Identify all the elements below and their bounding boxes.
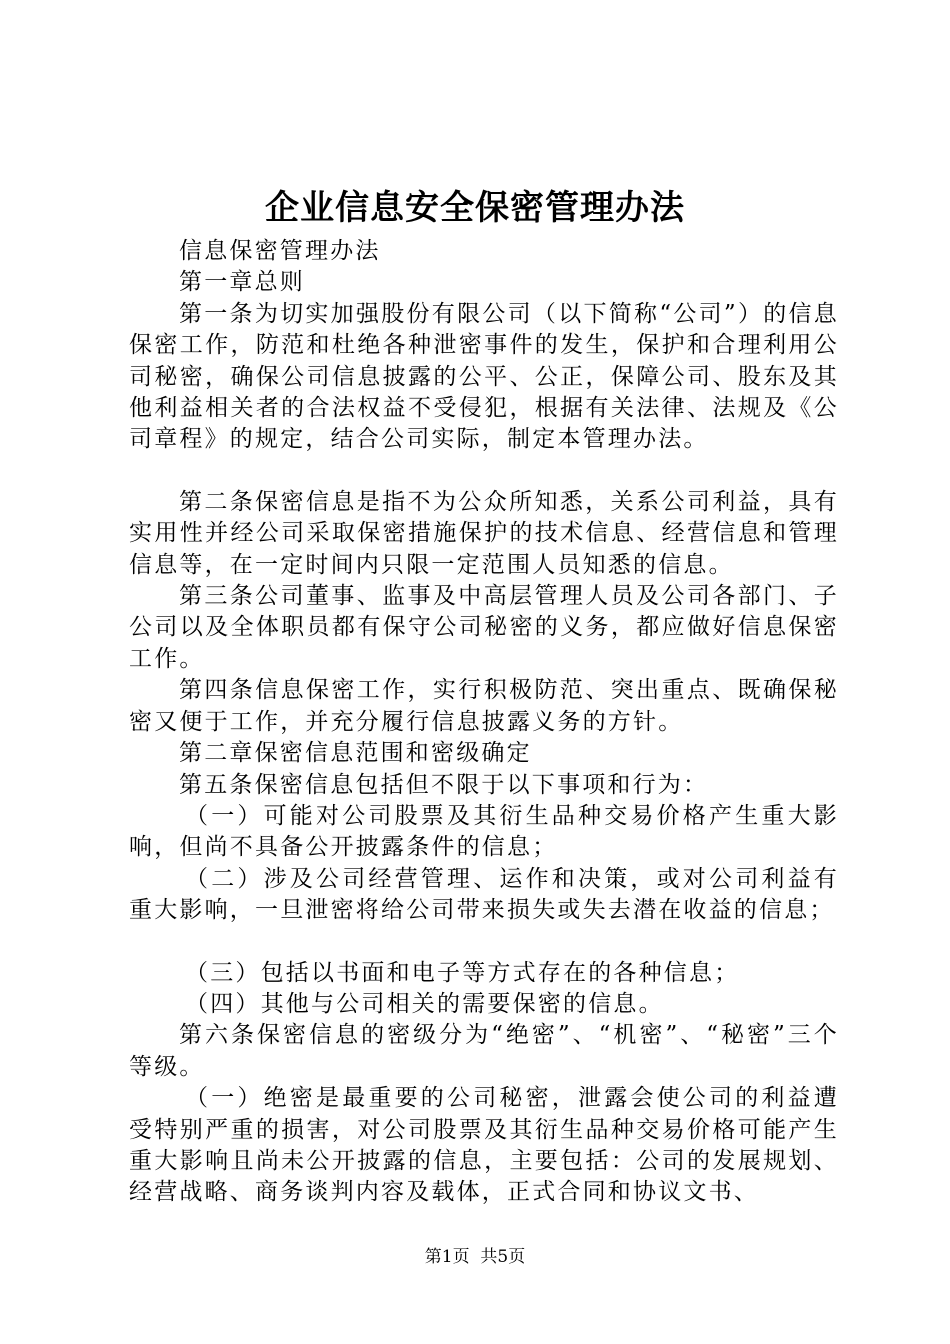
paragraph-item-3: （三）包括以书面和电子等方式存在的各种信息；: [185, 959, 740, 986]
paragraph-gap: [129, 927, 839, 958]
document-body: [129, 236, 839, 1209]
paragraph-item-1: （一）可能对公司股票及其衍生品种交易价格产生重大影响，但尚不具备公开披露条件的信息；: [129, 802, 839, 861]
paragraph-article-2: 第二条保密信息是指不为公众所知悉，关系公司利益，具有实用性并经公司采取保密措施保护的技术信息、经营信息和管理信息等，在一定时间内只限一定范围人员知悉的信息。: [129, 488, 839, 578]
document-title: 企业信息安全保密管理办法: [265, 188, 685, 228]
paragraph-secret-level-1: （一）绝密是最重要的公司秘密，泄露会使公司的利益遭受特别严重的损害，对公司股票及其衍生品种交易价格可能产生重大影响且尚未公开披露的信息，主要包括：公司的发展规划、经营战略、商务谈判内容及载体，正式合同和协议文书、: [129, 1085, 839, 1206]
page-number-footer: 第1页 共5页: [424, 1247, 526, 1267]
paragraph-gap: [129, 456, 839, 487]
paragraph-article-4: 第四条信息保密工作，实行积极防范、突出重点、既确保秘密又便于工作，并充分履行信息披露义务的方针。: [129, 677, 839, 735]
paragraph-chapter-2: 第二章保密信息范围和密级确定: [179, 740, 532, 767]
paragraph-article-3: 第三条公司董事、监事及中高层管理人员及公司各部门、子公司以及全体职员都有保守公司秘密的义务，都应做好信息保密工作。: [129, 583, 839, 672]
paragraph-chapter-1: 第一章总则: [179, 269, 305, 296]
paragraph-article-1: 第一条为切实加强股份有限公司（以下简称“公司”）的信息保密工作，防范和杜绝各种泄密事件的发生，保护和合理利用公司秘密，确保公司信息披露的公平、公正，保障公司、股东及其他利益相关者的合法权益不受侵犯，根据有关法律、法规及《公司章程》的规定，结合公司实际，制定本管理办法。: [129, 300, 839, 453]
paragraph-article-6: 第六条保密信息的密级分为“绝密”、“机密”、“秘密”三个等级。: [129, 1022, 839, 1080]
paragraph-item-4: （四）其他与公司相关的需要保密的信息。: [185, 990, 664, 1017]
paragraph-subtitle: 信息保密管理办法: [179, 238, 381, 264]
paragraph-article-5: 第五条保密信息包括但不限于以下事项和行为：: [179, 771, 709, 798]
paragraph-item-2: （二）涉及公司经营管理、运作和决策，或对公司利益有重大影响，一旦泄密将给公司带来损失或失去潜在收益的信息；: [129, 865, 839, 924]
